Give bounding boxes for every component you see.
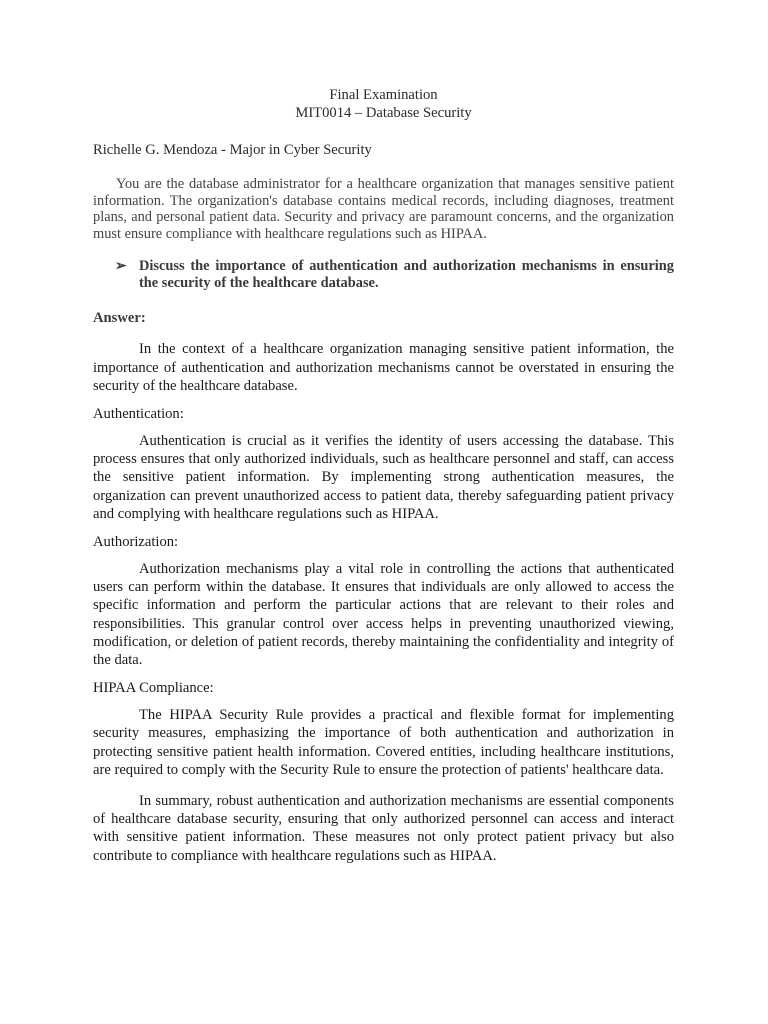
section-heading-authentication: Authentication: [93, 405, 184, 422]
answer-label: Answer: [93, 310, 146, 327]
section-body-hipaa: The HIPAA Security Rule provides a practical and flexible format for implementing security measures, emphasizing the importance of both authentication and authorization in protecting sensitive patient health information. Covered entities, including healthcare institutions, are required to comply with the Security Rule to ensure the protection of patients' healthcare data. [93, 707, 674, 778]
exam-title: Final Examination [329, 87, 438, 103]
summary-paragraph: In summary, robust authentication and authorization mechanisms are essential components of healthcare database security, ensuring that only authorized personnel can access and interact with sensitive patient information. These measures not only protect patient privacy but also contribute to compliance with healthcare regulations such as HIPAA. [93, 793, 674, 864]
question-text: Discuss the importance of authentication and authorization mechanisms in ensuring the security of the healthcare database. [139, 258, 674, 292]
title-block [93, 86, 674, 122]
intro-paragraph: In the context of a healthcare organization managing sensitive patient information, the importance of authentication and authorization mechanisms cannot be overstated in ensuring the security of the healthcare database. [93, 341, 674, 394]
section-heading-authorization: Authorization: [93, 534, 179, 550]
author-line: Richelle G. Mendoza - Major in Cyber Security [93, 142, 372, 158]
arrow-bullet-icon: ➢ [115, 259, 127, 275]
scenario-paragraph: You are the database administrator for a healthcare organization that manages sensitive patient information. The organization's database contains medical records, including diagnoses, treatment plans, and personal patient data. Security and privacy are paramount concerns, and the organization must ensure compliance with healthcare regulations such as HIPAA. [93, 176, 674, 242]
question-item [93, 258, 674, 292]
course-title: MIT0014 – Database Security [295, 105, 472, 121]
document-page [93, 86, 674, 865]
section-body-authorization: Authorization mechanisms play a vital role in controlling the actions that authenticated users can perform within the database. It ensures that individuals are only allowed to access the specific information and perform the particular actions that are relevant to their roles and responsibilities. This granular control over access helps in preventing unauthorized viewing, modification, or deletion of patient records, thereby maintaining the confidentiality and integrity of the data. [93, 561, 674, 669]
section-heading-hipaa: HIPAA Compliance: [93, 680, 214, 697]
section-body-authentication: Authentication is crucial as it verifies the identity of users accessing the database. This process ensures that only authorized individuals, such as healthcare personnel and staff, can access the sensitive patient information. By implementing strong authentication measures, the organization can prevent unauthorized access to patient data, thereby safeguarding patient privacy and complying with healthcare regulations such as HIPAA. [93, 432, 674, 522]
